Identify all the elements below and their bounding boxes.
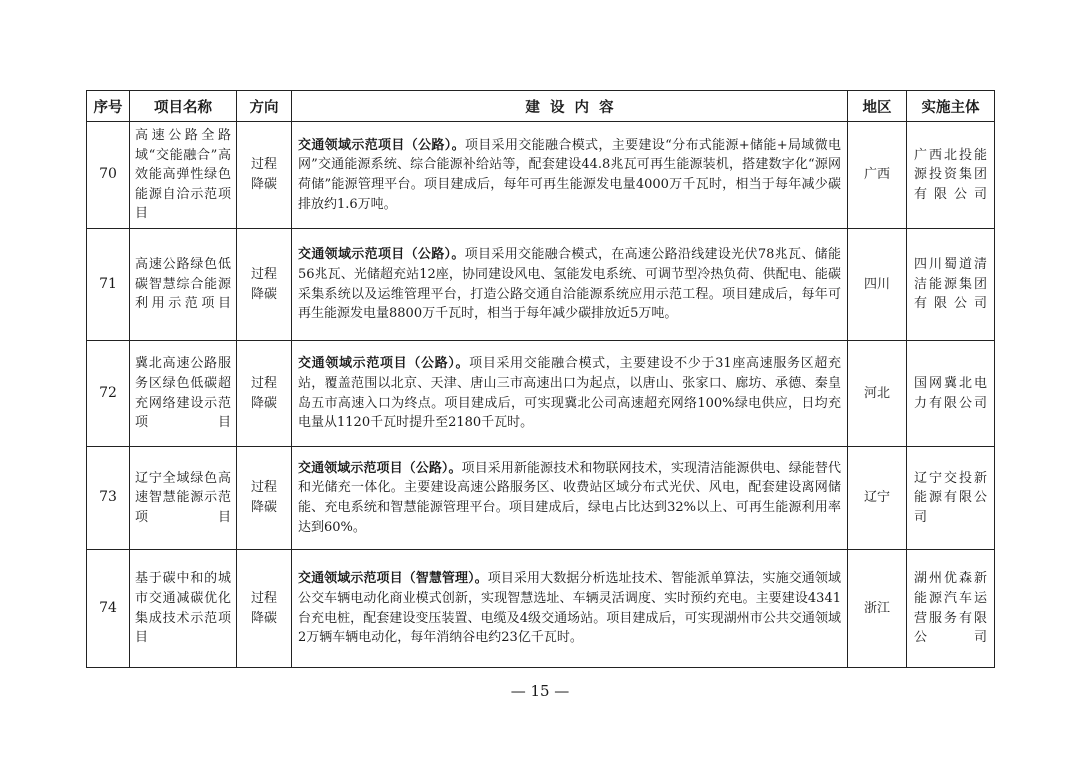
content-text: 项目采用交能融合模式，主要建设不少于31座高速服务区超充站，覆盖范围以北京、天津、唐山三市高速出口为起点，以唐山、张家口、廊坊、承德、秦皇岛五市高速入口为终点。项目建成后，可实现冀北公司高速超充网络100%绿电供应，日均充电量从1120千瓦时提升至2180千瓦时。 bbox=[298, 356, 841, 431]
project-content bbox=[292, 550, 848, 668]
project-region: 浙江 bbox=[848, 550, 907, 668]
project-region: 广西 bbox=[848, 122, 907, 229]
project-direction bbox=[237, 550, 292, 668]
project-content bbox=[292, 229, 848, 341]
direction-line: 降碳 bbox=[250, 500, 277, 515]
header-project-name: 项目名称 bbox=[130, 91, 237, 122]
content-text: 项目采用大数据分析选址技术、智能派单算法，实施交通领域公交车辆电动化商业模式创新，实现智慧选址、车辆灵活调度、实时预约充电。主要建设4341台充电桩，配套建设变压装置、电缆及4级交通场站。项目建成后，可实现湖州市公共交通领域2万辆车辆电动化，每年消纳谷电约23亿千瓦时。 bbox=[298, 571, 841, 646]
direction-line: 过程 bbox=[250, 590, 277, 606]
direction-line: 过程 bbox=[250, 157, 277, 173]
direction-line: 降碳 bbox=[250, 395, 277, 411]
header-index: 序号 bbox=[87, 91, 130, 122]
table-row bbox=[87, 550, 995, 668]
table-row bbox=[87, 341, 995, 447]
project-name: 基于碳中和的城市交通减碳优化集成技术示范项目 bbox=[130, 550, 237, 668]
implementing-organization: 国网冀北电力有限公司 bbox=[907, 341, 995, 447]
content-category-label: 交通领域示范项目（公路）。 bbox=[298, 247, 465, 263]
implementing-organization: 辽宁交投新能源有限公司 bbox=[907, 447, 995, 550]
table-row bbox=[87, 447, 995, 550]
content-text: 项目采用交能融合模式，主要建设“分布式能源+储能+局域微电网”交通能源系统、综合能源补给站等，配套建设44.8兆瓦可再生能源装机，搭建数字化“源网荷储”能源管理平台。项目建成后，每年可再生能源发电量4000万千瓦时，相当于每年减少碳排放约1.6万吨。 bbox=[298, 137, 841, 212]
table-row bbox=[87, 122, 995, 229]
table-row bbox=[87, 229, 995, 341]
direction-line: 过程 bbox=[250, 266, 277, 282]
implementing-organization: 湖州优森新能源汽车运营服务有限公司 bbox=[907, 550, 995, 668]
project-region: 河北 bbox=[848, 341, 907, 447]
project-table bbox=[86, 90, 995, 668]
row-index: 71 bbox=[87, 229, 130, 341]
row-index: 74 bbox=[87, 550, 130, 668]
content-text: 项目采用交能融合模式，在高速公路沿线建设光伏78兆瓦、储能56兆瓦、光储超充站12座，协同建设风电、氢能发电系统、可调节型冷热负荷、供配电、能碳采集系统以及运维管理平台，打造公路交通自洽能源系统应用示范工程。项目建成后，每年可再生能源发电量8800万千瓦时，相当于每年减少碳排放近5万吨。 bbox=[298, 247, 841, 322]
project-direction bbox=[237, 122, 292, 229]
direction-line: 过程 bbox=[250, 375, 277, 391]
project-direction bbox=[237, 447, 292, 550]
direction-line: 降碳 bbox=[250, 286, 277, 302]
content-category-label: 交通领域示范项目（智慧管理）。 bbox=[298, 571, 488, 587]
direction-line: 降碳 bbox=[250, 610, 277, 626]
page-number: — 15 — bbox=[510, 682, 570, 700]
row-index: 73 bbox=[87, 447, 130, 550]
content-category-label: 交通领域示范项目（公路）。 bbox=[298, 137, 465, 153]
project-direction bbox=[237, 229, 292, 341]
direction-line: 过程 bbox=[250, 480, 277, 496]
project-region: 辽宁 bbox=[848, 447, 907, 550]
project-name: 辽宁全域绿色高速智慧能源示范项目 bbox=[130, 447, 237, 550]
project-content bbox=[292, 341, 848, 447]
header-region: 地区 bbox=[848, 91, 907, 122]
row-index: 70 bbox=[87, 122, 130, 229]
project-direction bbox=[237, 341, 292, 447]
direction-line: 降碳 bbox=[250, 177, 277, 192]
project-content bbox=[292, 122, 848, 229]
header-organization: 实施主体 bbox=[907, 91, 995, 122]
header-direction: 方向 bbox=[237, 91, 292, 122]
project-name: 冀北高速公路服务区绿色低碳超充网络建设示范项目 bbox=[130, 341, 237, 447]
content-category-label: 交通领域示范项目（公路）。 bbox=[298, 356, 470, 372]
implementing-organization: 广西北投能源投资集团有限公司 bbox=[907, 122, 995, 229]
header-content: 建 设 内 容 bbox=[292, 91, 848, 122]
implementing-organization: 四川蜀道清洁能源集团有限公司 bbox=[907, 229, 995, 341]
content-text: 项目采用新能源技术和物联网技术，实现清洁能源供电、绿能替代和光储充一体化。主要建设高速公路服务区、收费站区域分布式光伏、风电，配套建设离网储能、充电系统和智慧能源管理平台。项目建成后，绿电占比达到32%以上、可再生能源利用率达到60%。 bbox=[298, 460, 841, 535]
content-category-label: 交通领域示范项目（公路）。 bbox=[298, 460, 462, 476]
project-name: 高速公路全路域“交能融合”高效能高弹性绿色能源自洽示范项目 bbox=[130, 122, 237, 229]
project-content bbox=[292, 447, 848, 550]
project-name: 高速公路绿色低碳智慧综合能源利用示范项目 bbox=[130, 229, 237, 341]
table-header-row bbox=[87, 91, 995, 122]
row-index: 72 bbox=[87, 341, 130, 447]
project-region: 四川 bbox=[848, 229, 907, 341]
